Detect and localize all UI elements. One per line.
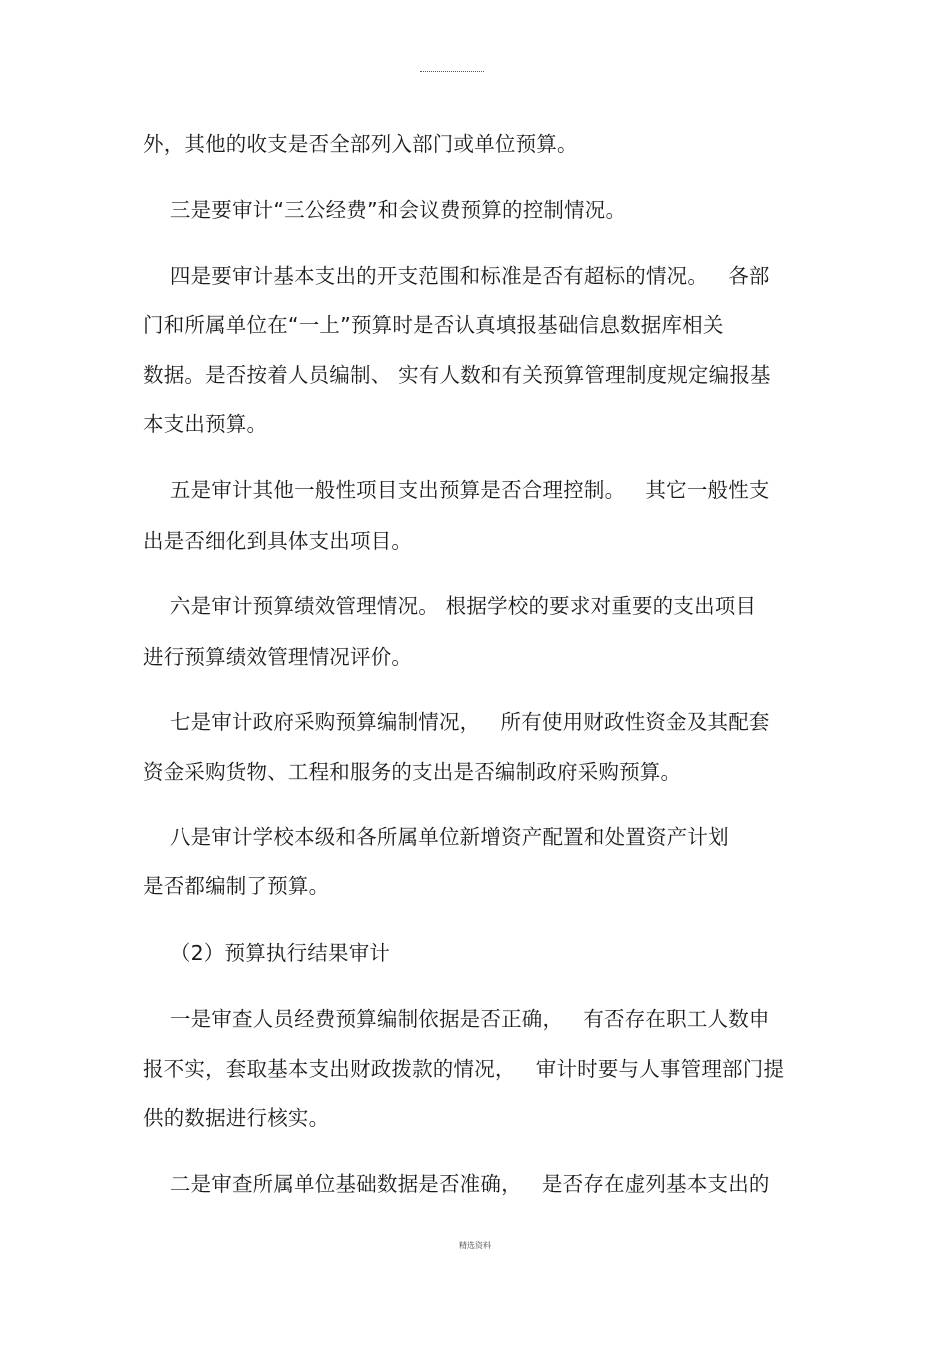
text-line: 本支出预算。 — [143, 412, 268, 436]
text-line: 七是审计政府采购预算编制情况， 所有使用财政性资金及其配套 — [143, 710, 770, 734]
text-line: 五是审计其他一般性项目支出预算是否合理控制。 其它一般性支 — [143, 478, 770, 502]
text-line: 资金采购货物、工程和服务的支出是否编制政府采购预算。 — [143, 760, 682, 784]
text-line: 八是审计学校本级和各所属单位新增资产配置和处置资产计划 — [143, 825, 729, 849]
text-line: 供的数据进行核实。 — [143, 1106, 330, 1130]
text-line: 六是审计预算绩效管理情况。 根据学校的要求对重要的支出项目 — [143, 594, 757, 618]
text-line: 外，其他的收支是否全部列入部门或单位预算。 — [143, 132, 578, 156]
text-line: 是否都编制了预算。 — [143, 874, 330, 898]
page-footer: 精选资料 — [459, 1241, 491, 1250]
text-line: 出是否细化到具体支出项目。 — [143, 529, 413, 553]
text-line: 四是要审计基本支出的开支范围和标准是否有超标的情况。 各部 — [143, 264, 770, 288]
text-line: 数据。是否按着人员编制、 实有人数和有关预算管理制度规定编报基 — [143, 363, 771, 387]
text-line: 门和所属单位在“一上”预算时是否认真填报基础信息数据库相关 — [143, 313, 724, 337]
text-line: 报不实，套取基本支出财政拨款的情况， 审计时要与人事管理部门提 — [143, 1057, 785, 1081]
text-line: 三是要审计“三公经费”和会议费预算的控制情况。 — [143, 198, 627, 222]
text-line: 进行预算绩效管理情况评价。 — [143, 645, 413, 669]
section-heading: （2）预算执行结果审计 — [143, 941, 391, 965]
header-dotted-rule — [420, 71, 484, 72]
text-line: 一是审查人员经费预算编制依据是否正确， 有否存在职工人数申 — [143, 1007, 770, 1031]
text-line: 二是审查所属单位基础数据是否准确， 是否存在虚列基本支出的 — [143, 1172, 770, 1196]
